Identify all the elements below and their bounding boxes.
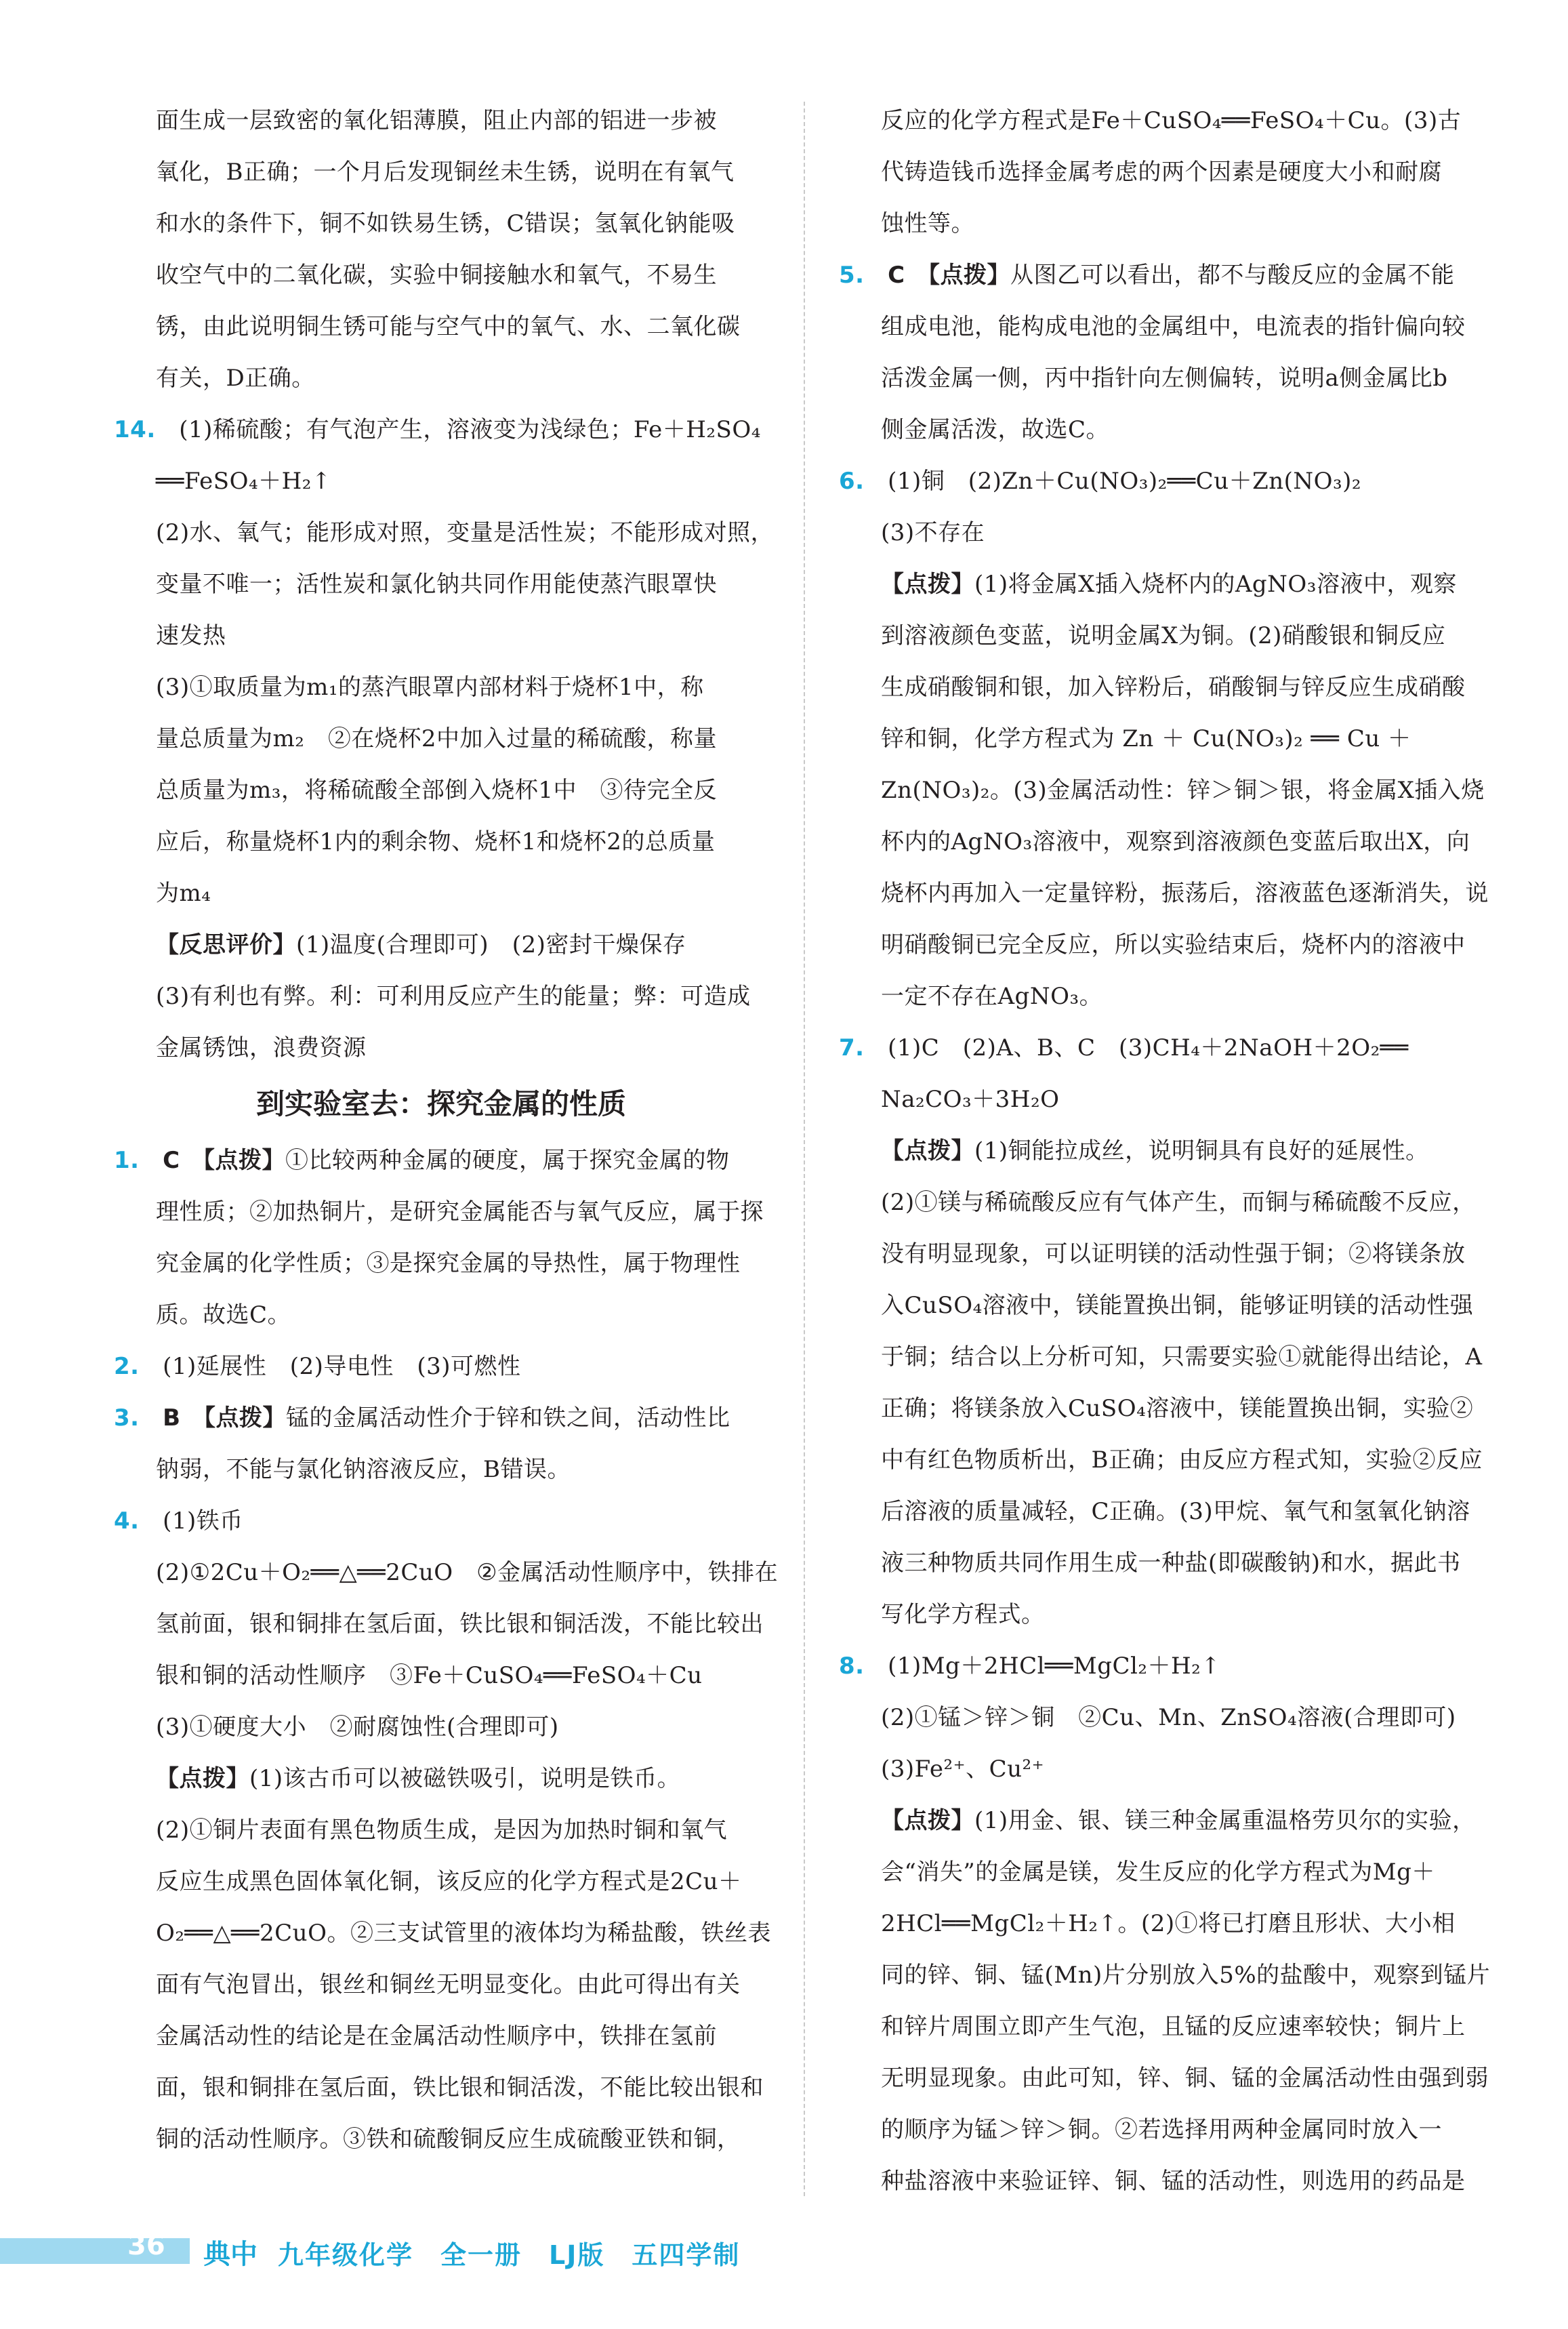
text-line [114,1186,768,1238]
text-line [114,1289,768,1341]
line-text: (1)铜 (2)Zn＋Cu(NO₃)₂══Cu＋Zn(NO₃)₂ [888,468,1362,495]
text-line [839,1640,1493,1692]
line-text: 的顺序为锰＞锌＞铜。②若选择用两种金属同时放入一 [881,2116,1442,2143]
line-text: 氢前面，银和铜排在氢后面，铁比银和铜活泼，不能比较出 [156,1611,764,1638]
text-line [839,765,1493,816]
line-text: 金属锈蚀，浪费资源 [156,1034,367,1061]
text-line [114,1701,768,1753]
right-column [839,95,1493,2207]
text-line [114,919,768,971]
hint-tag: 【点拨】 [204,1404,286,1432]
question-number: 7. [839,1034,865,1061]
line-text: 反应的化学方程式是Fe＋CuSO₄══FeSO₄＋Cu。(3)古 [881,107,1462,134]
line-text: 面有气泡冒出，银丝和铜丝无明显变化。由此可得出有关 [156,1971,741,1998]
line-text: 入CuSO₄溶液中，镁能置换出铜，能够证明镁的活动性强 [881,1292,1474,1319]
text-line [839,507,1493,559]
line-text: 金属活动性的结论是在金属活动性顺序中，铁排在氢前 [156,2023,717,2050]
text-line [839,1537,1493,1589]
line-text: (2)①镁与稀硫酸反应有气体产生，而铜与稀硫酸不反应， [881,1189,1476,1216]
line-text: (1)铜能拉成丝，说明铜具有良好的延展性。 [974,1137,1429,1164]
text-line [839,1949,1493,2001]
line-text: 面，银和铜排在氢后面，铁比银和铜活泼，不能比较出银和 [156,2074,764,2101]
line-text: Zn(NO₃)₂。(3)金属活动性：锌＞铜＞银，将金属X插入烧 [881,777,1485,804]
question-number: 14. [114,416,156,443]
text-line [839,919,1493,971]
text-line [114,2010,768,2062]
text-line [839,95,1493,146]
text-line [839,352,1493,404]
text-line [114,1856,768,1907]
line-text: (2)①铜片表面有黑色物质生成，是因为加热时铜和氧气 [156,1817,728,1844]
line-text: 烧杯内再加入一定量锌粉，振荡后，溶液蓝色逐渐消失，说 [881,880,1489,907]
line-text: (1)Mg＋2HCl══MgCl₂＋H₂↑ [888,1653,1221,1680]
section-title: 到实验室去：探究金属的性质 [255,1087,626,1120]
line-text: 为m₄ [156,880,211,907]
line-text: 面生成一层致密的氧化铝薄膜，阻止内部的铝进一步被 [156,107,717,134]
hint-tag: 【反思评价】 [156,931,296,958]
left-column [114,95,779,2165]
text-line [114,765,768,816]
line-text: 生成硝酸铜和银，加入锌粉后，硝酸铜与锌反应生成硝酸 [881,674,1466,701]
line-text: (1)温度(合理即可) (2)密封干燥保存 [296,931,686,958]
line-text: 种盐溶液中来验证锌、铜、锰的活动性，则选用的药品是 [881,2168,1466,2195]
text-line [839,2052,1493,2104]
line-text: (1)将金属X插入烧杯内的AgNO₃溶液中，观察 [974,571,1457,598]
page-number: 36 [127,2230,165,2261]
text-line [114,352,768,404]
text-line [114,610,768,662]
line-text: 应后，称量烧杯1内的剩余物、烧杯1和烧杯2的总质量 [156,828,716,855]
hint-tag: 【点拨】 [881,571,974,598]
text-line [114,1238,768,1289]
hint-tag: 【点拨】 [156,1765,249,1792]
line-text: 钠弱，不能与氯化钠溶液反应，B错误。 [156,1456,571,1483]
text-line [839,662,1493,713]
line-text: 锰的金属活动性介于锌和铁之间，活动性比 [286,1404,730,1432]
text-line [114,404,768,455]
text-line [839,971,1493,1022]
line-text: (2)水、氧气；能形成对照，变量是活性炭；不能形成对照， [156,519,775,546]
line-text: 活泼金属一侧，丙中指针向左侧偏转，说明a侧金属比b [881,365,1448,392]
line-text: (2)①2Cu＋O₂══△══2CuO ②金属活动性顺序中，铁排在 [156,1559,779,1586]
text-line [839,868,1493,919]
line-text: 正确；将镁条放入CuSO₄溶液中，镁能置换出铜，实验② [881,1395,1474,1422]
line-text: 银和铜的活动性顺序 ③Fe＋CuSO₄══FeSO₄＋Cu [156,1662,703,1689]
hint-tag: 【点拨】 [881,1137,974,1164]
text-line [839,2104,1493,2155]
text-line [839,610,1493,662]
question-number: 6. [839,468,865,495]
text-line [839,559,1493,610]
line-text: 2HCl══MgCl₂＋H₂↑。(2)①将已打磨且形状、大小相 [881,1910,1456,1937]
line-text: (3)不存在 [881,519,985,546]
text-line [839,1383,1493,1434]
text-line [839,1898,1493,1949]
text-line [839,1795,1493,1846]
line-text: 收空气中的二氧化碳，实验中铜接触水和氧气，不易生 [156,262,717,289]
line-text: 到溶液颜色变蓝，说明金属X为铜。(2)硝酸银和铜反应 [881,622,1446,649]
text-line [839,146,1493,198]
line-text: (3)Fe²⁺、Cu²⁺ [881,1756,1045,1783]
column-divider [804,102,805,2196]
line-text: Na₂CO₃＋3H₂O [881,1086,1060,1113]
text-line [114,1650,768,1701]
question-number: 5. [839,262,865,289]
line-text: (1)C (2)A、B、C (3)CH₄＋2NaOH＋2O₂══ [888,1034,1409,1061]
line-text: ①比较两种金属的硬度，属于探究金属的物 [285,1147,730,1174]
question-number: 1. [114,1147,140,1174]
line-text: 氧化，B正确；一个月后发现铜丝未生锈，说明在有氧气 [156,159,735,186]
line-text: 从图乙可以看出，都不与酸反应的金属不能 [1010,262,1455,289]
text-line [839,2155,1493,2207]
text-line [839,1692,1493,1743]
text-line [114,249,768,301]
text-line [839,2001,1493,2052]
line-text: 中有红色物质析出，B正确；由反应方程式知，实验②反应 [881,1446,1483,1474]
text-line [839,455,1493,507]
text-line [839,198,1493,249]
text-line [839,1125,1493,1177]
text-line [839,1331,1493,1383]
line-text: 后溶液的质量减轻，C正确。(3)甲烷、氧气和氢氧化钠溶 [881,1498,1470,1525]
line-text: 液三种物质共同作用生成一种盐(即碳酸钠)和水，据此书 [881,1550,1461,1577]
line-text: 有关，D正确。 [156,365,315,392]
line-text: (1)用金、银、镁三种金属重温格劳贝尔的实验， [974,1807,1476,1834]
text-line [114,1907,771,1959]
line-text: 质。故选C。 [156,1301,291,1329]
text-line [114,1135,768,1186]
text-line [114,1753,768,1804]
line-text: 理性质；②加热铜片，是研究金属能否与氧气反应，属于探 [156,1198,764,1226]
text-line [839,1743,1493,1795]
text-line [114,455,768,507]
line-text: 变量不唯一；活性炭和氯化钠共同作用能使蒸汽眼罩快 [156,571,717,598]
hint-tag: 【点拨】 [881,1807,974,1834]
answer-letter: C [163,1147,180,1174]
line-text: 组成电池，能构成电池的金属组中，电流表的指针偏向较 [881,313,1466,340]
text-line [114,1022,768,1074]
text-line [114,971,768,1022]
text-line [839,1074,1493,1125]
text-line [114,1495,768,1547]
line-text: 总质量为m₃，将稀硫酸全部倒入烧杯1中 ③待完全反 [156,777,718,804]
book-info: 九年级化学 全一册 LJ版 五四学制 [278,2240,741,2270]
line-text: 代铸造钱币选择金属考虑的两个因素是硬度大小和耐腐 [881,159,1442,186]
line-text: (3)①取质量为m₁的蒸汽眼罩内部材料于烧杯1中，称 [156,674,704,701]
text-line [839,1022,1493,1074]
text-line [839,1177,1493,1228]
answer-letter: C [888,262,905,289]
line-text: 于铜；结合以上分析可知，只需要实验①就能得出结论，A [881,1343,1483,1371]
line-text: 杯内的AgNO₃溶液中，观察到溶液颜色变蓝后取出X，向 [881,828,1470,855]
text-line [114,95,768,146]
text-line [839,1589,1493,1640]
line-text: 锈，由此说明铜生锈可能与空气中的氧气、水、二氧化碳 [156,313,741,340]
line-text: (1)该古币可以被磁铁吸引，说明是铁币。 [249,1765,681,1792]
text-line [114,1444,768,1495]
line-text: 明硝酸铜已完全反应，所以实验结束后，烧杯内的溶液中 [881,931,1466,958]
text-line [114,1547,779,1598]
line-text: (1)稀硫酸；有气泡产生，溶液变为浅绿色；Fe＋H₂SO₄ [179,416,761,443]
line-text: 没有明显现象，可以证明镁的活动性强于铜；②将镁条放 [881,1240,1466,1268]
text-line [114,816,768,868]
text-line [839,249,1493,301]
text-line [839,301,1493,352]
line-text: (3)①硬度大小 ②耐腐蚀性(合理即可) [156,1714,559,1741]
line-text: 反应生成黑色固体氧化铜，该反应的化学方程式是2Cu＋ [156,1868,742,1895]
question-number: 3. [114,1404,140,1432]
text-line [839,1846,1493,1898]
publisher-logo: 典中 [203,2239,257,2270]
text-line [114,1392,768,1444]
hint-tag: 【点拨】 [928,262,1011,289]
line-text: 无明显现象。由此可知，锌、铜、锰的金属活动性由强到弱 [881,2065,1489,2092]
text-line [114,1959,768,2010]
text-line [839,1280,1493,1331]
line-text: 和水的条件下，铜不如铁易生锈，C错误；氢氧化钠能吸 [156,210,735,237]
line-text: ══FeSO₄＋H₂↑ [156,468,331,495]
text-line [114,198,768,249]
text-line [114,146,768,198]
text-line [839,1434,1493,1486]
question-number: 2. [114,1353,140,1380]
line-text: 蚀性等。 [881,210,974,237]
text-line [114,2062,768,2113]
line-text: (1)铁币 [163,1507,243,1535]
hint-tag: 【点拨】 [203,1147,286,1174]
line-text: (2)①锰＞锌＞铜 ②Cu、Mn、ZnSO₄溶液(合理即可) [881,1704,1456,1731]
line-text: 锌和铜，化学方程式为 Zn ＋ Cu(NO₃)₂ ══ Cu ＋ [881,725,1411,752]
text-line [839,1228,1493,1280]
line-text: 量总质量为m₂ ②在烧杯2中加入过量的稀硫酸，称量 [156,725,718,752]
question-number: 8. [839,1653,865,1680]
text-line [839,713,1493,765]
text-line [114,301,768,352]
line-text: 侧金属活泼，故选C。 [881,416,1110,443]
text-line [114,868,768,919]
line-text: 写化学方程式。 [881,1601,1045,1628]
line-text: (1)延展性 (2)导电性 (3)可燃性 [163,1353,521,1380]
line-text: 同的锌、铜、锰(Mn)片分别放入5%的盐酸中，观察到锰片 [881,1962,1491,1989]
line-text: 和锌片周围立即产生气泡，且锰的反应速率较快；铜片上 [881,2013,1466,2040]
text-line [114,1598,768,1650]
text-line [114,559,768,610]
text-line [114,507,775,559]
text-line [114,662,768,713]
text-line [114,713,768,765]
text-line [114,2113,768,2165]
line-text: 一定不存在AgNO₃。 [881,983,1103,1010]
line-text: 铜的活动性顺序。③铁和硫酸铜反应生成硫酸亚铁和铜， [156,2126,741,2153]
text-line [114,1804,768,1856]
line-text: 速发热 [156,622,226,649]
line-text: (3)有利也有弊。利：可利用反应产生的能量；弊：可造成 [156,983,751,1010]
text-line [114,1341,768,1392]
answer-letter: B [163,1404,181,1432]
line-text: O₂══△══2CuO。②三支试管里的液体均为稀盐酸，铁丝表 [156,1920,771,1947]
line-text: 会“消失”的金属是镁，发生反应的化学方程式为Mg＋ [881,1859,1435,1886]
question-number: 4. [114,1507,140,1535]
text-line [839,1486,1493,1537]
line-text: 究金属的化学性质；③是探究金属的导热性，属于物理性 [156,1250,741,1277]
text-line [839,404,1493,455]
text-line [839,816,1493,868]
